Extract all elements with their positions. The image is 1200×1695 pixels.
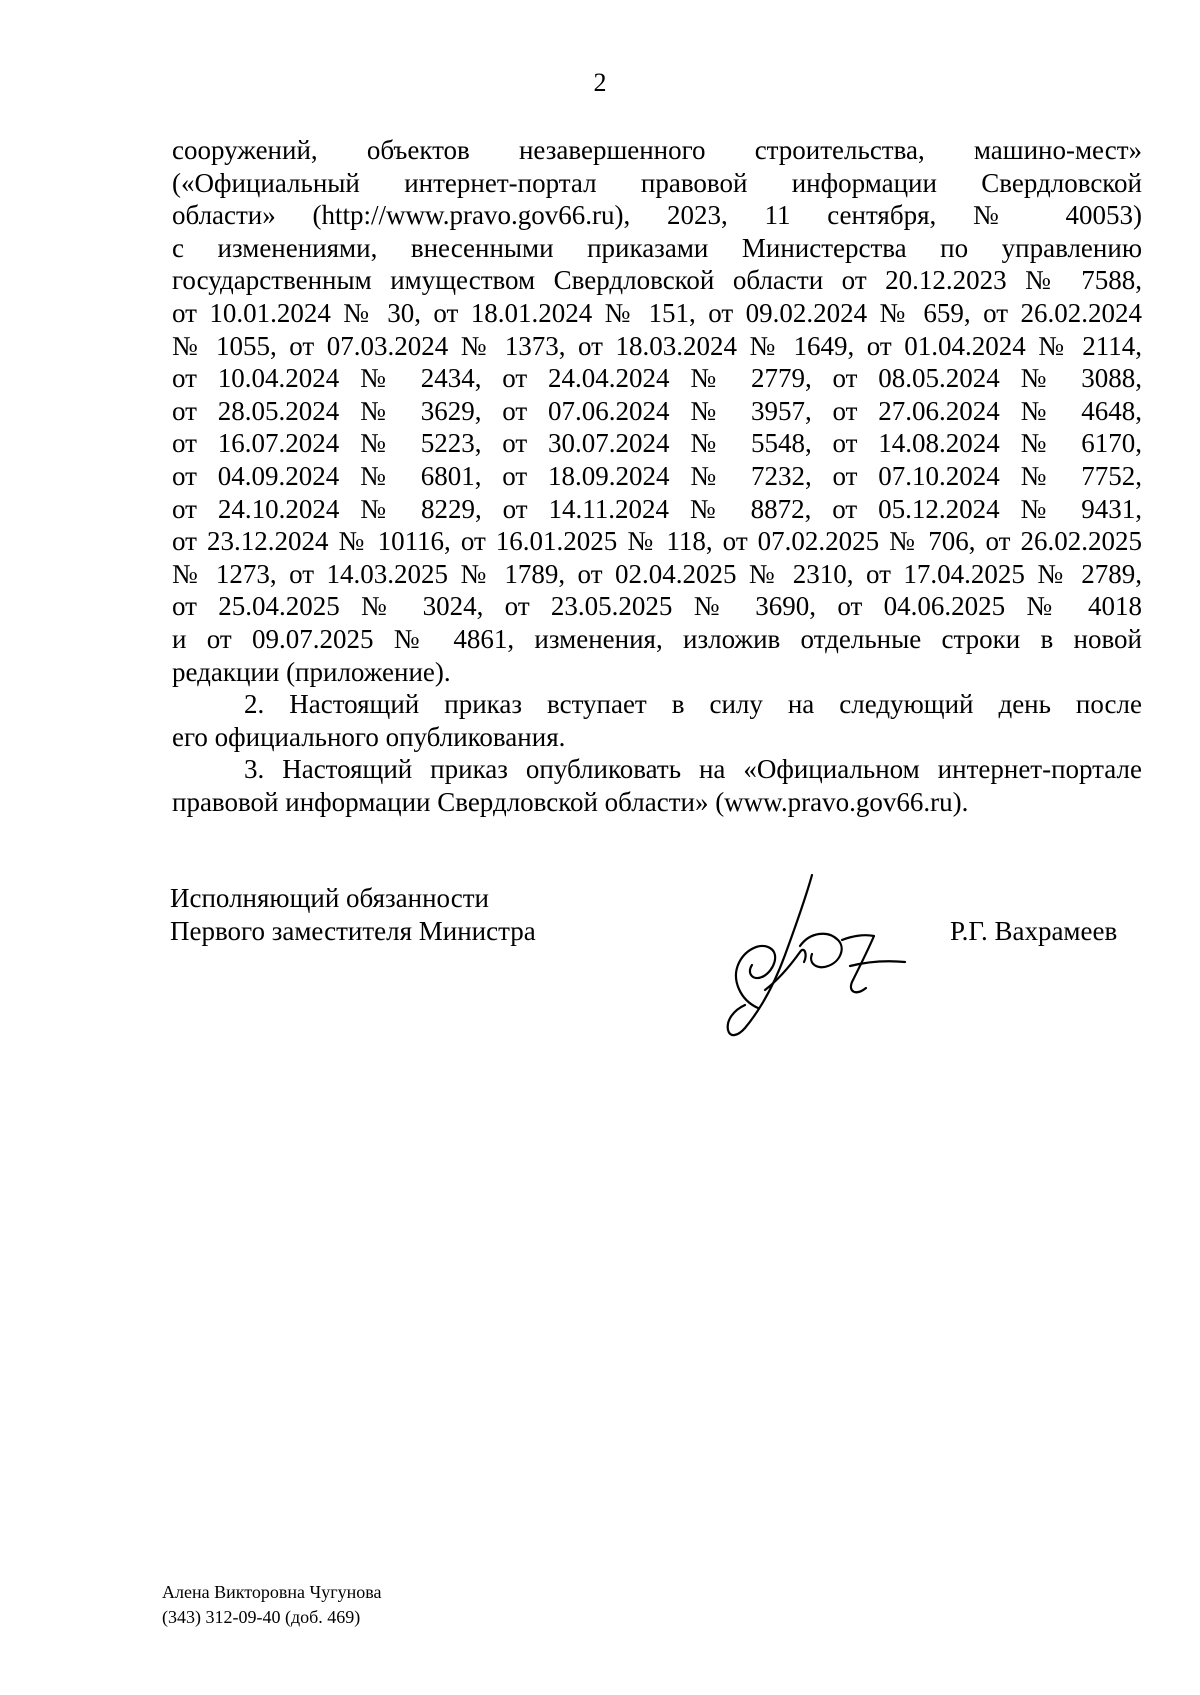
handwritten-signature (700, 870, 930, 1045)
signatory-name: Р.Г. Вахрамеев (950, 916, 1118, 946)
contact-phone: (343) 312-09-40 (доб. 469) (162, 1607, 361, 1627)
body-line: от 28.05.2024 № 3629, от 07.06.2024 № 3957, от 27.06.2024 № 4648, (172, 395, 1142, 426)
paragraph-2-line: 2. Настоящий приказ вступает в силу на следующий день после (244, 689, 1142, 720)
paragraph-2-line: его официального опубликования. (172, 721, 566, 752)
body-line: государственным имуществом Свердловской области от 20.12.2023 № 7588, (172, 265, 1142, 296)
signatory-position (170, 882, 536, 948)
paragraph-3-line: правовой информации Свердловской области» (www.pravo.gov66.ru). (172, 786, 969, 817)
position-line: Первого заместителя Министра (170, 916, 536, 946)
body-line: и от 09.07.2025 № 4861, изменения, изложив отдельные строки в новой (172, 623, 1142, 654)
body-line: от 16.07.2024 № 5223, от 30.07.2024 № 5548, от 14.08.2024 № 6170, (172, 428, 1142, 459)
body-line: области» (http://www.pravo.gov66.ru), 2023, 11 сентября, № 40053) (172, 200, 1142, 231)
body-line: от 25.04.2025 № 3024, от 23.05.2025 № 3690, от 04.06.2025 № 4018 (172, 591, 1142, 622)
body-line: с изменениями, внесенными приказами Министерства по управлению (172, 232, 1142, 263)
body-line: от 04.09.2024 № 6801, от 18.09.2024 № 7232, от 07.10.2024 № 7752, (172, 460, 1142, 491)
contact-name: Алена Викторовна Чугунова (162, 1582, 382, 1602)
page-number: 2 (593, 68, 607, 97)
body-line: № 1273, от 14.03.2025 № 1789, от 02.04.2025 № 2310, от 17.04.2025 № 2789, (172, 558, 1142, 589)
body-line: от 10.01.2024 № 30, от 18.01.2024 № 151, от 09.02.2024 № 659, от 26.02.2024 (172, 297, 1142, 328)
body-line: сооружений, объектов незавершенного строительства, машино-мест» (172, 135, 1142, 165)
body-line: от 10.04.2024 № 2434, от 24.04.2024 № 2779, от 08.05.2024 № 3088, (172, 363, 1142, 394)
document-body (172, 134, 1142, 818)
body-line: редакции (приложение). (172, 656, 451, 687)
body-line: от 24.10.2024 № 8229, от 14.11.2024 № 8872, от 05.12.2024 № 9431, (172, 493, 1142, 524)
paragraph-3-line: 3. Настоящий приказ опубликовать на «Официальном интернет-портале (244, 754, 1142, 785)
body-line: от 23.12.2024 № 10116, от 16.01.2025 № 118, от 07.02.2025 № 706, от 26.02.2025 (172, 526, 1142, 557)
position-line: Исполняющий обязанности (170, 883, 489, 913)
body-line: («Официальный интернет-портал правовой информации Свердловской (172, 167, 1142, 198)
body-line: № 1055, от 07.03.2024 № 1373, от 18.03.2024 № 1649, от 01.04.2024 № 2114, (172, 330, 1142, 361)
contact-info (162, 1580, 381, 1630)
